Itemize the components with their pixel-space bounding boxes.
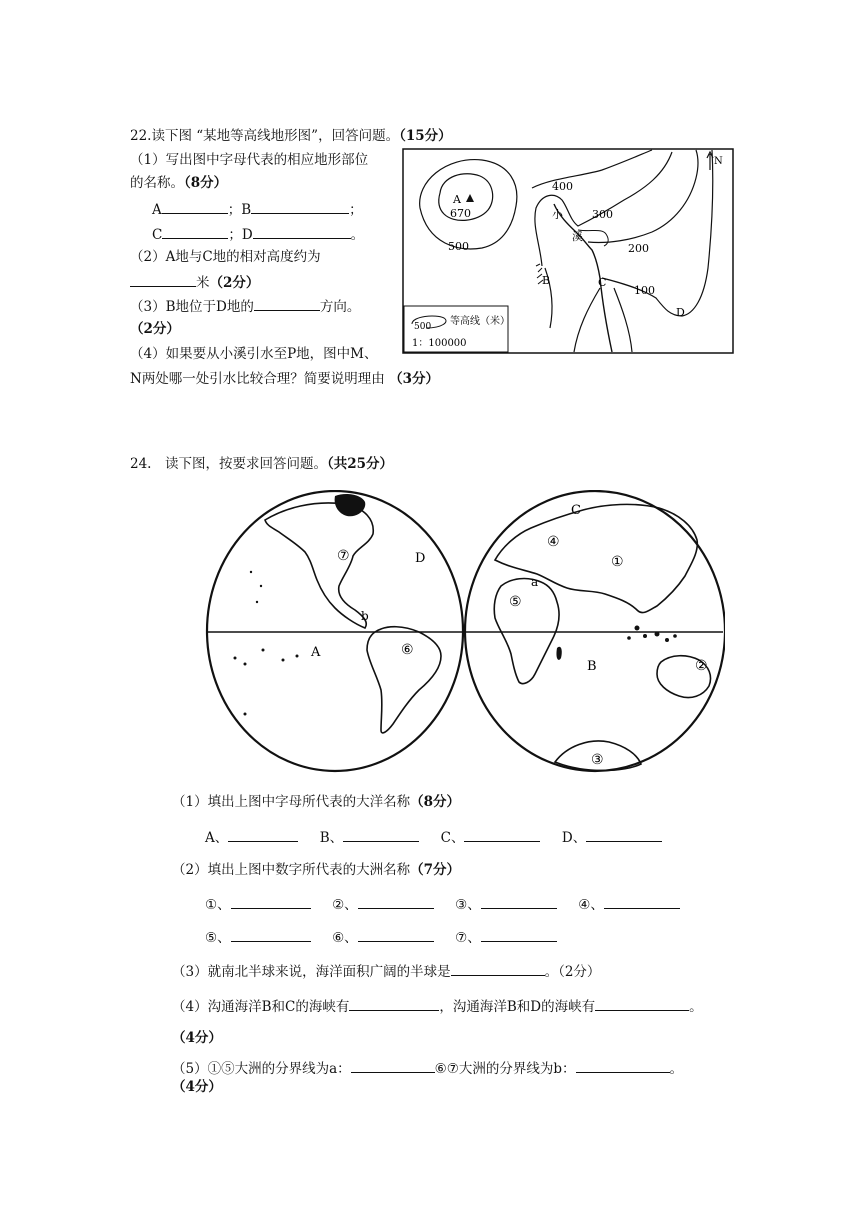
ocean-label-c: C: [571, 503, 581, 518]
answer-blank-direction[interactable]: [254, 296, 320, 311]
madagascar-shape: [556, 647, 561, 660]
q24-part4-score: （4分）: [172, 1030, 222, 1046]
q24-part1: （1）填出上图中字母所代表的大洋名称（8分）: [172, 794, 460, 810]
q24-ocean-answers: A、 B、 C、 D、: [205, 827, 662, 847]
q22-part2-line1: （2）A地与C地的相对高度约为: [130, 249, 321, 265]
q22-part3-score: （2分）: [130, 321, 180, 337]
legend-sample-value: 500: [414, 322, 432, 332]
answer-blank-a[interactable]: [162, 199, 228, 214]
answer-blank-ocean-a[interactable]: [228, 827, 298, 842]
answer-blank-d[interactable]: [253, 224, 351, 239]
strait-label-b: b: [361, 609, 369, 623]
ocean-label-d: D: [415, 551, 426, 566]
peak-a-label: A: [453, 193, 461, 206]
answer-blank-hemisphere[interactable]: [451, 961, 545, 976]
answer-blank-continent-5[interactable]: [231, 927, 311, 942]
answer-blank-ocean-b[interactable]: [343, 827, 419, 842]
ocean-label-b: B: [587, 659, 597, 674]
contour-label-100: 100: [634, 284, 655, 297]
strait-label-a: a: [531, 575, 539, 589]
q22-part2-line2: 米（2分）: [130, 272, 259, 292]
continent-label-4: ④: [547, 534, 560, 550]
q22-part4-line2: N两处哪一处引水比较合理？简要说明理由 （3分）: [130, 371, 440, 387]
western-hemisphere: [207, 491, 463, 771]
continent-label-6: ⑥: [401, 642, 414, 658]
world-hemispheres-map: [205, 490, 725, 780]
answer-blank-continent-2[interactable]: [358, 894, 434, 909]
q24-part2: （2）填出上图中数字所代表的大洲名称（7分）: [172, 862, 460, 878]
q22-part1-line1: （1）写出图中字母代表的相应地形部位: [130, 152, 369, 168]
peak-elevation: 670: [450, 207, 471, 220]
answer-blank-continent-1[interactable]: [231, 894, 311, 909]
map-scale: 1：100000: [412, 338, 467, 349]
q24-part4: （4）沟通海洋B和C的海峡有 ，沟通海洋B和D的海峡有 。: [172, 996, 703, 1016]
contour-label-500: 500: [448, 240, 469, 253]
continent-label-2: ②: [695, 658, 708, 674]
answer-blank-continent-4[interactable]: [604, 894, 680, 909]
answer-blank-continent-6[interactable]: [358, 927, 434, 942]
q24-part5-score: （4分）: [172, 1079, 222, 1095]
continent-label-1: ①: [611, 554, 624, 570]
continent-label-5: ⑤: [509, 594, 522, 610]
point-b-label: B: [542, 274, 551, 287]
q22-title: 22.读下图 “某地等高线地形图”，回答问题。（15分）: [130, 128, 452, 144]
contour-label-300: 300: [592, 208, 613, 221]
contour-label-400: 400: [552, 180, 573, 193]
eastern-hemisphere: [465, 491, 725, 771]
answer-blank-b[interactable]: [251, 199, 349, 214]
answer-blank-continent-3[interactable]: [481, 894, 557, 909]
legend-text: 等高线（米）: [450, 316, 510, 327]
answer-blank-strait-bd[interactable]: [595, 996, 689, 1011]
q24-part3: （3）就南北半球来说，海洋面积广阔的半球是 。（2分）: [172, 961, 600, 981]
q24-title: 24. 读下图，按要求回答问题。（共25分）: [130, 456, 394, 472]
continent-label-3: ③: [591, 752, 604, 768]
stream-label-2: 溪: [572, 230, 583, 243]
q22-answer-row-cd: C ；D 。: [152, 224, 364, 244]
q22-part1-line2: 的名称。（8分）: [130, 175, 228, 191]
answer-blank-boundary-a[interactable]: [351, 1058, 435, 1073]
continent-label-7: ⑦: [337, 548, 350, 564]
q24-continent-answers-row2: ⑤、 ⑥、 ⑦、: [205, 927, 557, 947]
ocean-label-a: A: [311, 645, 321, 660]
contour-label-200: 200: [628, 242, 649, 255]
q22-part4-line1: （4）如果要从小溪引水至P地，图中M、: [130, 346, 378, 362]
q22-part3: （3）B地位于D地的 方向。: [130, 296, 360, 316]
answer-blank-ocean-c[interactable]: [464, 827, 540, 842]
point-c-label: C: [598, 276, 607, 289]
answer-blank-boundary-b[interactable]: [576, 1058, 670, 1073]
q22-answer-row-ab: A ；B ；: [152, 199, 363, 219]
q24-continent-answers-row1: ①、 ②、 ③、 ④、: [205, 894, 680, 914]
answer-blank-c[interactable]: [162, 224, 228, 239]
answer-blank-continent-7[interactable]: [481, 927, 557, 942]
point-d-label: D: [676, 306, 685, 319]
stream-label-1: 小: [552, 208, 563, 221]
answer-blank-height[interactable]: [130, 272, 196, 287]
north-label: N: [714, 156, 723, 167]
answer-blank-ocean-d[interactable]: [586, 827, 662, 842]
contour-map: [402, 148, 734, 354]
answer-blank-strait-bc[interactable]: [349, 996, 439, 1011]
q24-part5: （5）①⑤大洲的分界线为a： ⑥⑦大洲的分界线为b： 。: [172, 1058, 683, 1078]
